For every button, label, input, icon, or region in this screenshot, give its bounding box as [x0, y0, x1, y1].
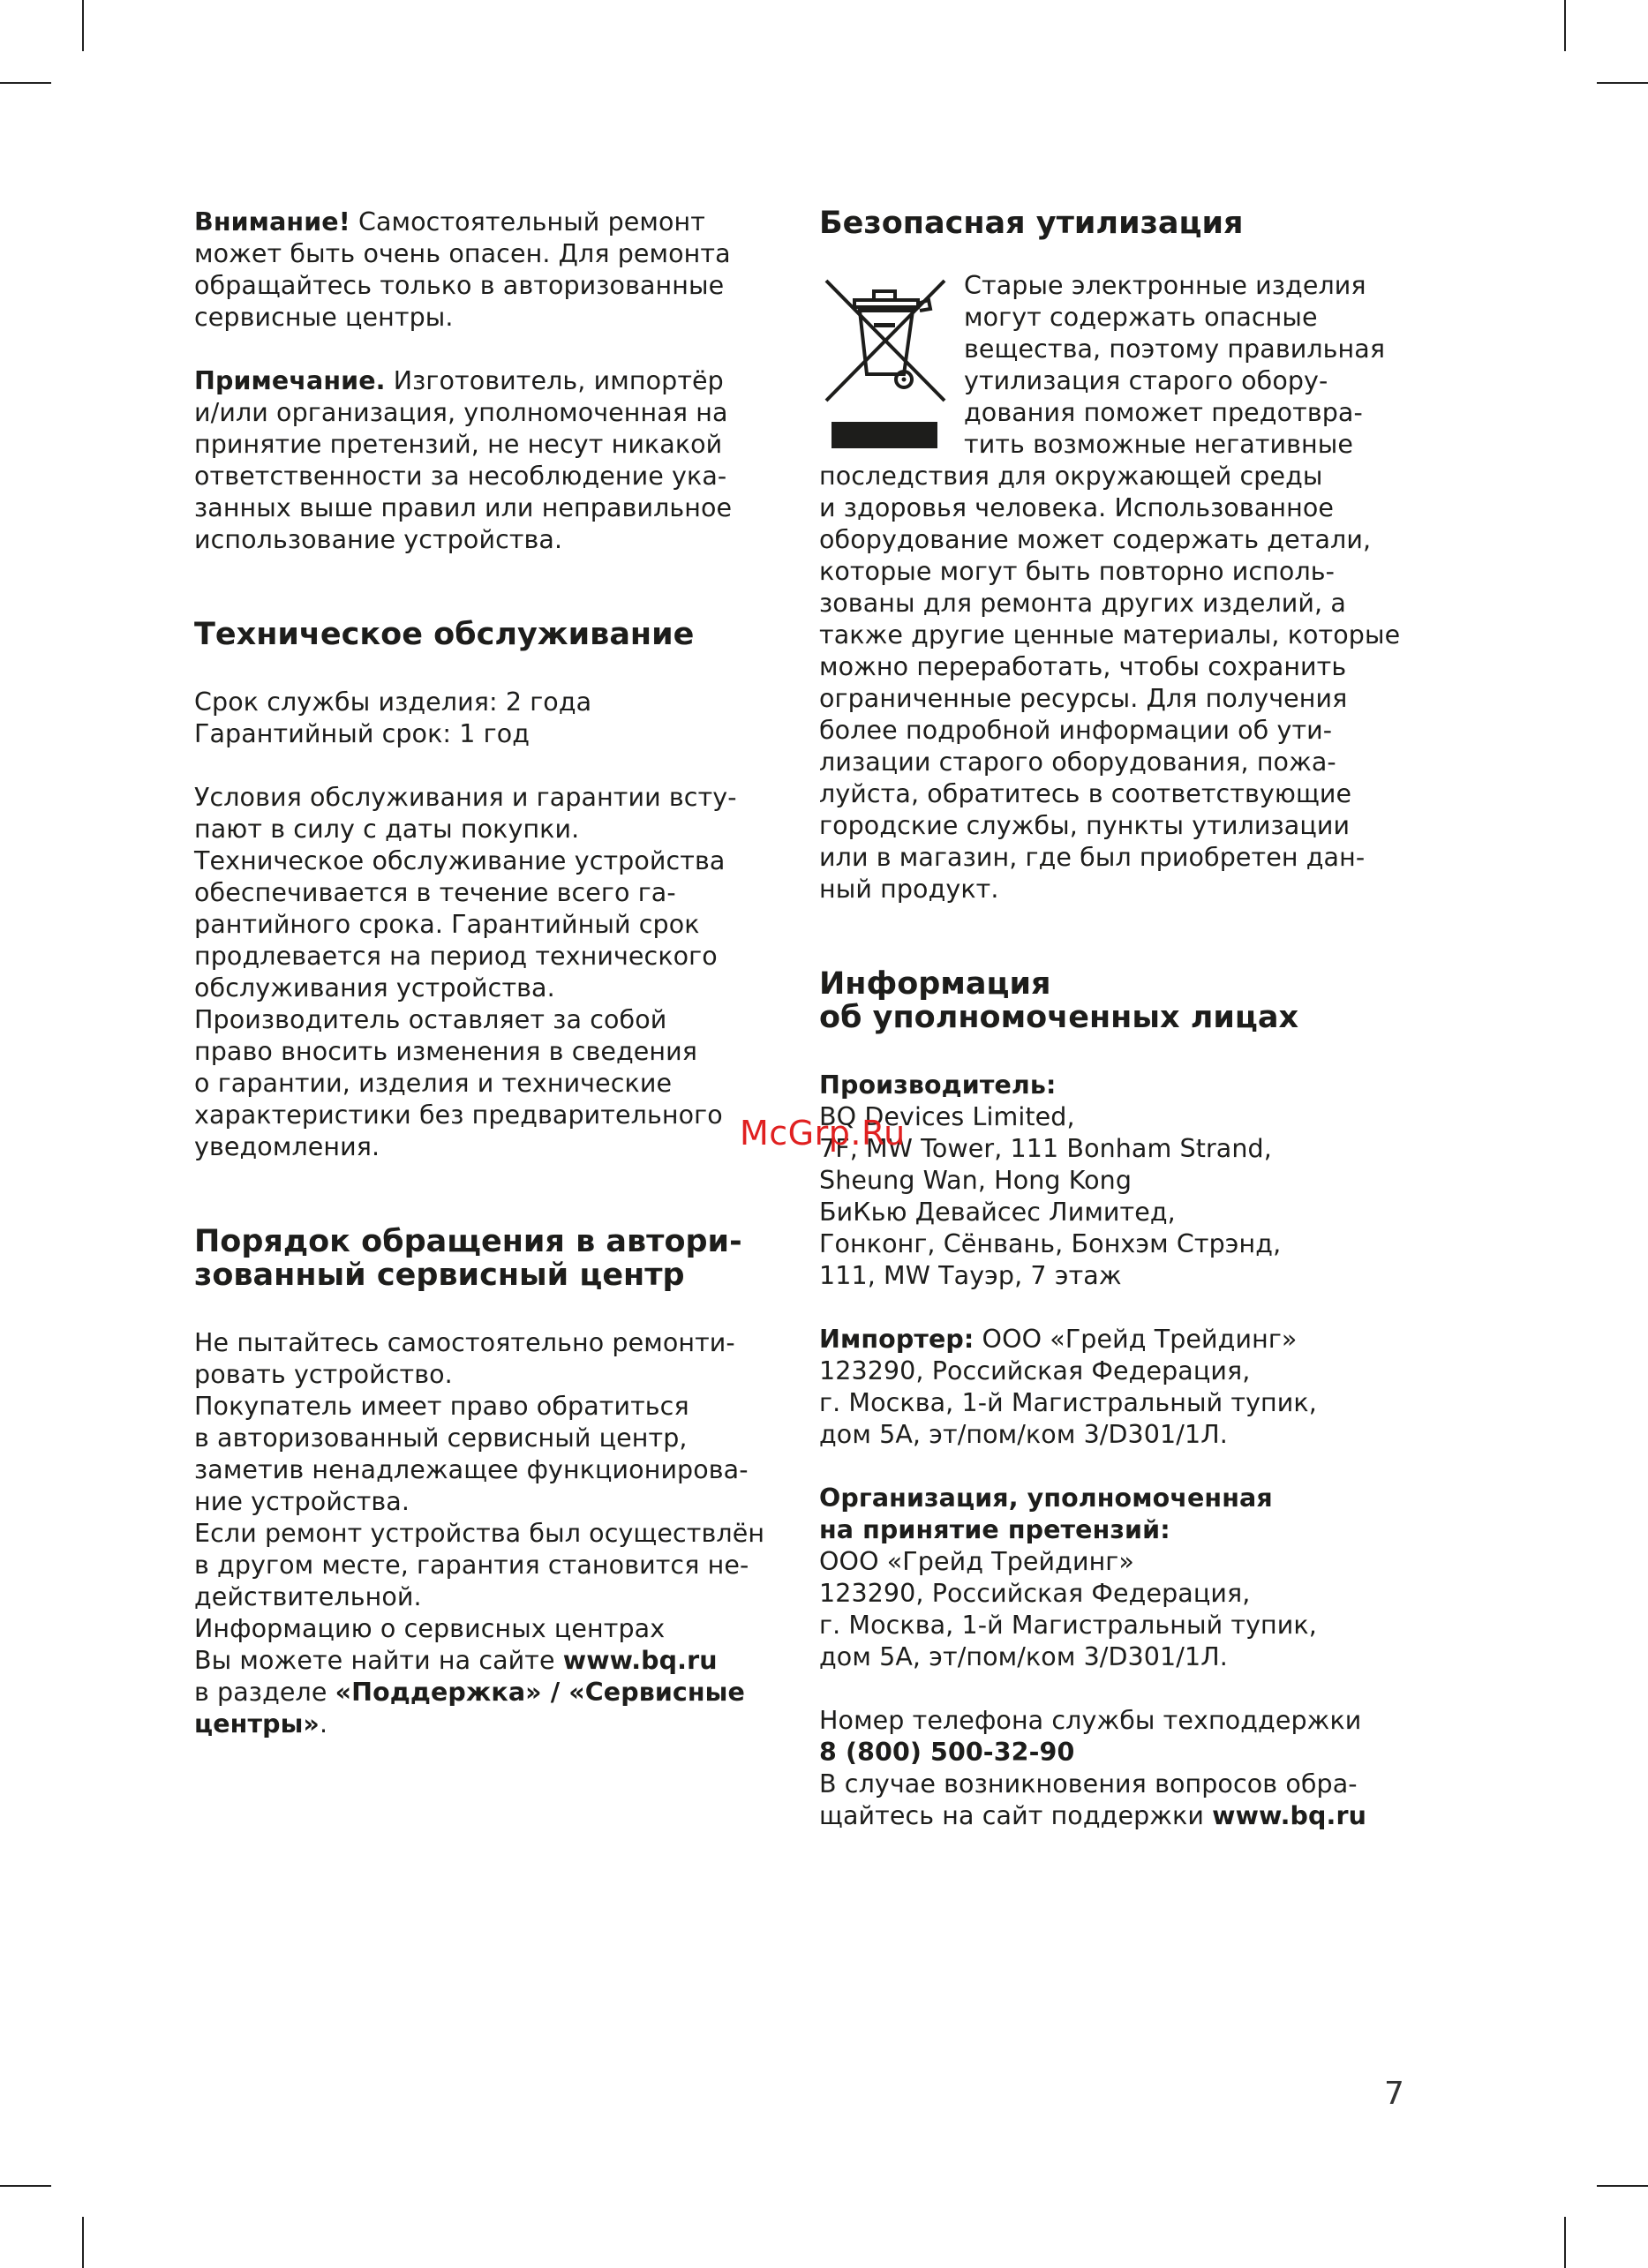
disposal-heading: Безопасная утилизация [819, 206, 1244, 241]
page-number: 7 [1384, 2076, 1404, 2112]
service-life-text: Срок службы изделия: 2 года Гарантийный срок: 1 год [194, 687, 592, 748]
authorized-heading: Информация об уполномоченных лицах [819, 966, 1299, 1035]
phone-label: Номер телефона службы техподдержки [819, 1706, 1362, 1735]
crop-mark [1564, 0, 1566, 51]
importer-label: Импортер: [819, 1325, 975, 1354]
crossed-out-wheelie-bin-icon [819, 270, 952, 455]
service-site-link[interactable]: www.bq.ru [562, 1646, 718, 1675]
importer-paragraph [819, 1324, 1419, 1451]
warranty-conditions-text: Условия обслуживания и гарантии всту- пают в силу с даты покупки. Техническое обслуживание устройства обеспечивается в течение всего га- рантийного срока. Гарантийный срок продлевается на период технического обслуживания устройства. Производитель оставляет за собой право вносить изменения в сведения о гарантии, изделия и технические характеристики без предварительного уведомления. [194, 783, 737, 1161]
service-section-name: «Поддержка» / «Сервисные центры» [194, 1678, 745, 1739]
service-center-text: Не пытайтесь самостоятельно ремонти- ровать устройство. Покупатель имеет право обратиться в авторизованный сервисный центр, заметив ненадлежащее функционирова- ние устройства. Если ремонт устройства был осуществлён в другом месте, гарантия становится не- действительной. Информацию о сервисных центрах Вы можете найти на сайте [194, 1328, 765, 1675]
warning-label: Внимание! [194, 207, 350, 237]
crop-mark [82, 0, 84, 51]
left-column [194, 207, 786, 1740]
manufacturer-label: Производитель: [819, 1070, 1057, 1100]
support-text: В случае возникновения вопросов обра- щайтесь на сайт поддержки [819, 1769, 1358, 1830]
crop-mark [82, 2217, 84, 2268]
service-end: . [319, 1709, 328, 1739]
crop-mark [1597, 82, 1648, 84]
disposal-text: Старые электронные изделия могут содержать опасные вещества, поэтому правильная утилизация старого обору- дования поможет предотвра- тить возможные негативные последствия для окружающей среды и здоровья человека. Использованное оборудование может содержать детали, которые могут быть повторно исполь- зованы для ремонта других изделий, а также другие ценные материалы, которые можно переработать, чтобы сохранить ограниченные ресурсы. Для получения более подробной информации об ути- лизации старого оборудования, пожа- луйста, обратитесь в соответствующие городские службы, пункты утилизации или в магазин, где был приобретен дан- ный продукт. [819, 271, 1401, 904]
support-phone[interactable]: 8 (800) 500-32-90 [819, 1738, 1075, 1767]
crop-mark [1597, 2185, 1648, 2187]
warning-text: Самостоятельный ремонт может быть очень опасен. Для ремонта обращайтесь только в авторизованные сервисные центры. [194, 207, 731, 332]
service-center-paragraph [194, 1327, 786, 1740]
crop-mark [1564, 2217, 1566, 2268]
note-paragraph [194, 365, 786, 556]
importer-text: ООО «Грейд Трейдинг» 123290, Российская Федерация, г. Москва, 1-й Магистральный тупик, дом 5А, эт/пом/ком 3/D301/1Л. [819, 1325, 1317, 1449]
crop-mark [0, 82, 51, 84]
watermark: McGrp.Ru [740, 1114, 906, 1153]
maintenance-heading: Техническое обслуживание [194, 617, 695, 652]
note-text: Изготовитель, импортёр и/или организация, уполномоченная на принятие претензий, не несут никакой ответственности за несоблюдение ука- занных выше правил или неправильное использование устройства. [194, 366, 733, 554]
note-label: Примечание. [194, 366, 386, 395]
disposal-block [819, 270, 1419, 905]
service-center-heading: Порядок обращения в автори- зованный сервисный центр [194, 1224, 742, 1293]
service-section-prefix: в разделе [194, 1678, 327, 1707]
crop-mark [0, 2185, 51, 2187]
warning-paragraph [194, 207, 786, 334]
claims-label: Организация, уполномоченная на принятие претензий: [819, 1483, 1273, 1544]
right-column [819, 207, 1419, 1832]
manufacturer-text: BQ Devices Limited, 7F, MW Tower, 111 Bonham Strand, Sheung Wan, Hong Kong БиКью Девайсес Лимитед, Гонконг, Сёнвань, Бонхэм Стрэнд, 111, MW Тауэр, 7 этаж [819, 1102, 1282, 1290]
claims-text: ООО «Грейд Трейдинг» 123290, Российская Федерация, г. Москва, 1-й Магистральный тупик, дом 5А, эт/пом/ком 3/D301/1Л. [819, 1547, 1317, 1671]
support-site-link[interactable]: www.bq.ru [1212, 1801, 1367, 1830]
claims-paragraph [819, 1483, 1419, 1673]
manufacturer-paragraph [819, 1070, 1419, 1292]
support-paragraph [819, 1705, 1419, 1832]
